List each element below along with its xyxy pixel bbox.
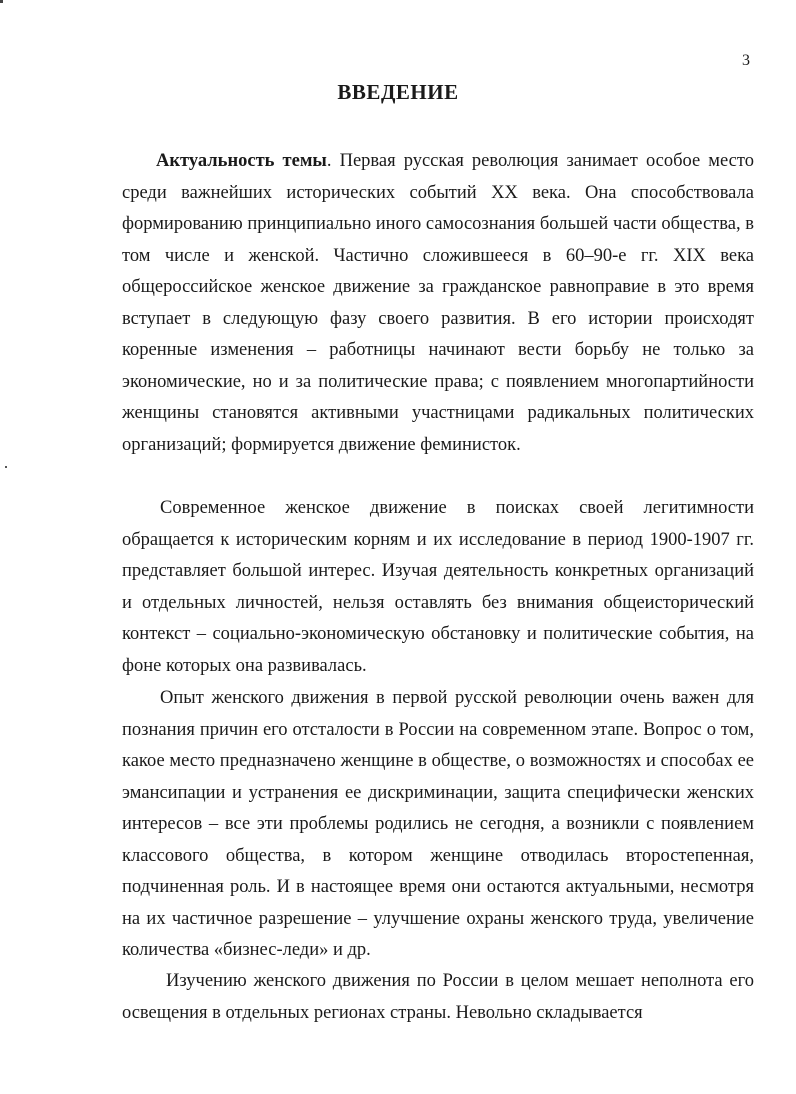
paragraph-relevance xyxy=(122,146,754,461)
paragraph-modern-movement: Современное женское движение в поисках своей легитимности обращается к историческим корням и их исследование в период 1900-1907 гг. представляет большой интерес. Изучая деятельность конкретных организаций и отдельных личностей, нельзя оставлять без внимания общеисторический контекст – социально-экономическую обстановку и политические события, на фоне которых она развивалась. xyxy=(122,498,754,676)
scan-artifact-dot xyxy=(0,0,3,3)
page-number: 3 xyxy=(742,52,750,69)
paragraph-regional-study: Изучению женского движения по России в целом мешает неполнота его освещения в отдельных регионах страны. Невольно складывается xyxy=(122,971,754,1023)
paragraph-lead-heading: Актуальность темы xyxy=(156,151,327,171)
scan-artifact-tick xyxy=(5,466,7,468)
paragraph-text: . Первая русская революция занимает особое место среди важнейших исторических событий XX века. Она способствовала формированию принципиально иного самосознания большей части общества, в том числе и женской. Частично сложившееся в 60–90-е гг. XIX века общероссийское женское движение за гражданское равноправие в это время вступает в следующую фазу своего развития. В его истории происходят коренные изменения – работницы начинают вести борьбу не только за экономические, но и за политические права; с появлением многопартийности женщины становятся активными участницами радикальных политических организаций; формируется движение феминисток. xyxy=(122,151,754,455)
page-title: ВВЕДЕНИЕ xyxy=(337,80,459,104)
paragraph-experience: Опыт женского движения в первой русской революции очень важен для познания причин его отсталости в России на современном этапе. Вопрос о том, какое место предназначено женщине в обществе, о возможностях и способах ее эмансипации и устранения ее дискриминации, защита специфически женских интересов – все эти проблемы родились не сегодня, а возникли с появлением классового общества, в котором женщине отводилась второстепенная, подчиненная роль. И в настоящее время они остаются актуальными, несмотря на их частичное разрешение – улучшение охраны женского труда, увеличение количества «бизнес-леди» и др. xyxy=(122,688,754,960)
